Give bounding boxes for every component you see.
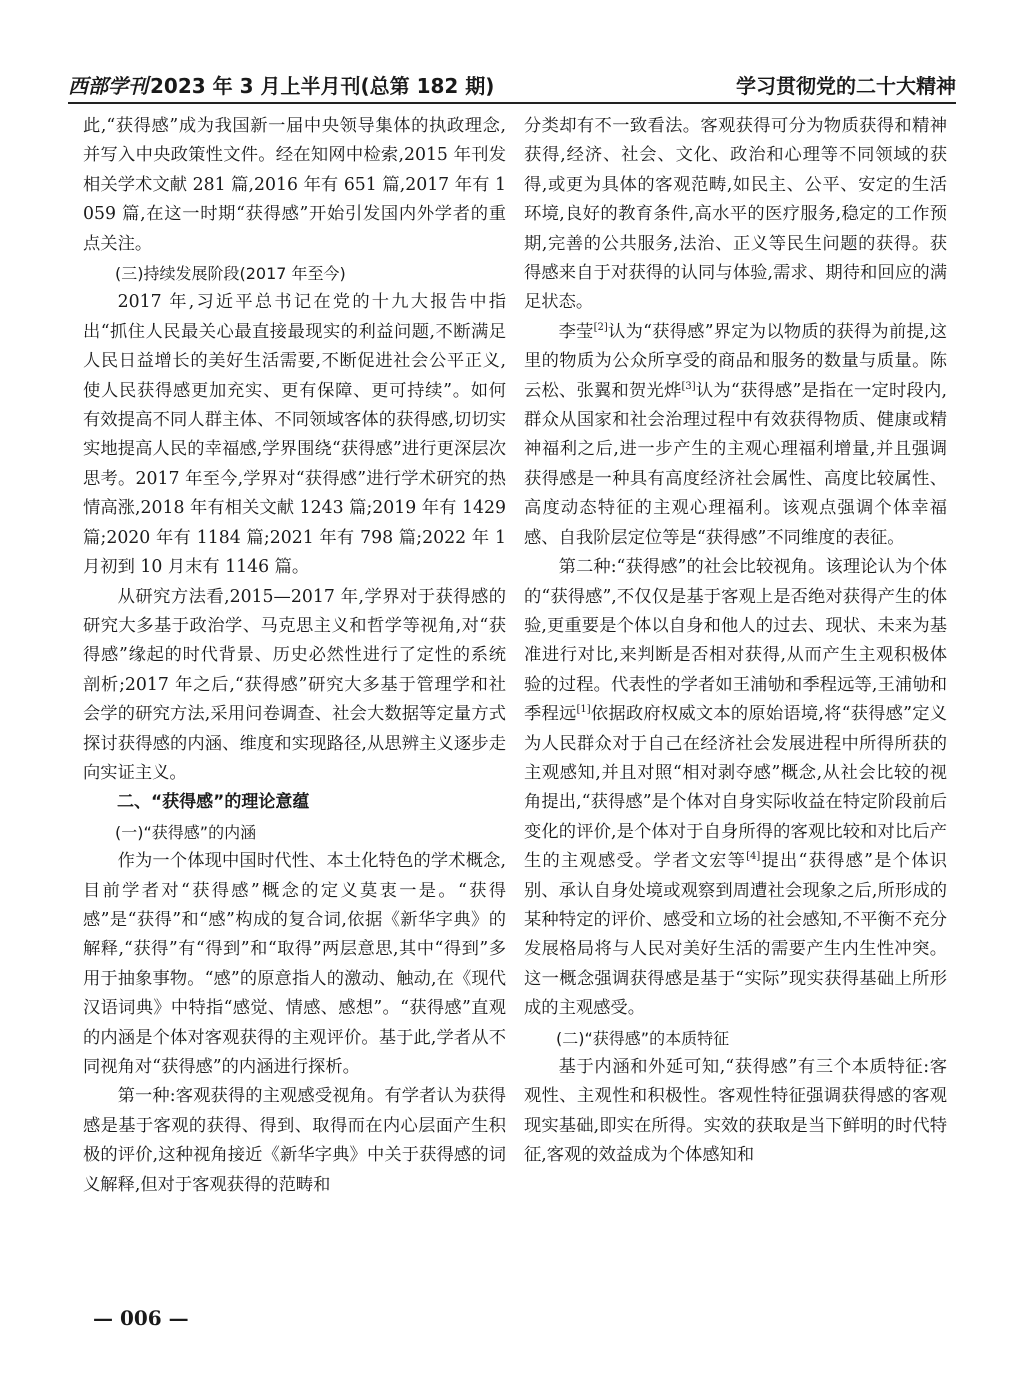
text-run: 依据政府权威文本的原始语境,将“获得感”定义为人民群众对于自己在经济社会发展进程中所得所获的主观感知,并且对照“相对剥夺感”概念,从社会比较的视角提出,“获得感”是个体对自身实际收益在特定阶段前后变化的评价,是个体对于自身所得的客观比较和对比后产生的主观感受。学者文宏等	[524, 704, 947, 872]
section-heading: 二、“获得感”的理论意蕴	[117, 792, 310, 813]
column-title: 学习贯彻党的二十大精神	[736, 74, 956, 98]
text-run: 提出“获得感”是个体识别、承认自身处境或观察到周遭社会现象之后,所形成的某种特定的评价、感受和立场的社会感知,不平衡不充分发展格局将与人民对美好生活的需要产生内生性冲突。这一概念强调获得感是基于“实际”现实获得基础上所形成的主观感受。	[524, 851, 947, 1019]
journal-issue-info	[68, 70, 494, 99]
citation-ref: [4]	[746, 851, 761, 863]
body-paragraph	[524, 318, 947, 553]
subsection-heading: (三)持续发展阶段(2017 年至今)	[115, 264, 346, 284]
body-paragraph-continued: 此,“获得感”成为我国新一届中央领导集体的执政理念,并写入中央政策性文件。经在知网中检索,2015 年刊发相关学术文献 281 篇,2016 年有 651 篇,2017 年有 1059 篇,在这一时期“获得感”开始引发国内外学者的重点关注。	[83, 116, 506, 254]
citation-ref: [3]	[681, 380, 696, 392]
right-column	[524, 112, 947, 1322]
header-divider	[68, 102, 956, 104]
text-run: 认为“获得感”是指在一定时段内,群众从国家和社会治理过程中有效获得物质、健康或精神福利之后,进一步产生的主观心理福利增量,并且强调获得感是一种具有高度经济社会属性、高度比较属性、高度动态特征的主观心理福利。该观点强调个体幸福感、自我阶层定位等是“获得感”不同维度的表征。	[524, 380, 947, 548]
body-paragraph: 基于内涵和外延可知,“获得感”有三个本质特征:客观性、主观性和积极性。客观性特征强调获得感的客观现实基础,即实在所得。实效的获取是当下鲜明的时代特征,客观的效益成为个体感知和	[524, 1057, 947, 1166]
running-header	[68, 66, 956, 100]
body-paragraph: 第一种:客观获得的主观感受视角。有学者认为获得感是基于客观的获得、得到、取得而在内心层面产生积极的评价,这种视角接近《新华字典》中关于获得感的词义解释,但对于客观获得的范畴和	[83, 1086, 506, 1195]
text-run: 认为“获得感”界定为以物质的获得为前提,这里的物质为公众所享受的商品和服务的数量与质量。陈云松、张翼和贺光烨	[524, 321, 947, 401]
text-run: 第二种:“获得感”的社会比较视角。该理论认为个体的“获得感”,不仅仅是基于客观上是否绝对获得产生的体验,更重要是个体以自身和他人的过去、现状、未来为基准进行对比,来判断是否相对获得,从而产生主观积极体验的过程。代表性的学者如王浦劬和季程远等,王浦劬和季程远	[524, 557, 947, 725]
text-run: 李莹	[558, 321, 594, 342]
journal-logo: 西部学刊	[68, 74, 148, 98]
page-number: — 006 —	[93, 1306, 189, 1330]
body-paragraph: 作为一个体现中国时代性、本土化特色的学术概念,目前学者对“获得感”概念的定义莫衷一是。“获得感”是“获得”和“感”构成的复合词,依据《新华字典》的解释,“获得”有“得到”和“取得”两层意思,其中“得到”多用于抽象事物。“感”的原意指人的激动、触动,在《现代汉语词典》中特指“感觉、情感、感想”。“获得感”直观的内涵是个体对客观获得的主观评价。基于此,学者从不同视角对“获得感”的内涵进行探析。	[83, 851, 506, 1077]
body-paragraph	[524, 553, 947, 1024]
body-paragraph: 2017 年,习近平总书记在党的十九大报告中指出“抓住人民最关心最直接最现实的利益问题,不断满足人民日益增长的美好生活需要,不断促进社会公平正义,使人民获得感更加充实、更有保障、更可持续”。如何有效提高不同人群主体、不同领域客体的获得感,切切实实地提高人民的幸福感,学界围绕“获得感”进行更深层次思考。2017 年至今,学界对“获得感”进行学术研究的热情高涨,2018 年有相关文献 1243 篇;2019 年有 1429 篇;2020 年有 1184 篇;2021 年有 798 篇;2022 年 1 月初到 10 月末有 1146 篇。	[83, 292, 506, 578]
issue-label: 2023 年 3 月上半月刊(总第 182 期)	[150, 74, 495, 98]
citation-ref: [1]	[576, 704, 591, 716]
subsection-heading: (二)“获得感”的本质特征	[556, 1028, 730, 1048]
body-paragraph-continued: 分类却有不一致看法。客观获得可分为物质获得和精神获得,经济、社会、文化、政治和心理等不同领域的获得,或更为具体的客观范畴,如民主、公平、安定的生活环境,良好的教育条件,高水平的医疗服务,稳定的工作预期,完善的公共服务,法治、正义等民生问题的获得。获得感来自于对获得的认同与体验,需求、期待和回应的满足状态。	[524, 116, 947, 313]
subsection-heading: (一)“获得感”的内涵	[115, 822, 257, 842]
left-column	[83, 112, 506, 1322]
citation-ref: [2]	[593, 322, 608, 334]
body-paragraph: 从研究方法看,2015—2017 年,学界对于获得感的研究大多基于政治学、马克思主义和哲学等视角,对“获得感”缘起的时代背景、历史必然性进行了定性的系统剖析;2017 年之后,“获得感”研究大多基于管理学和社会学的研究方法,采用问卷调查、社会大数据等定量方式探讨获得感的内涵、维度和实现路径,从思辨主义逐步走向实证主义。	[83, 586, 506, 783]
